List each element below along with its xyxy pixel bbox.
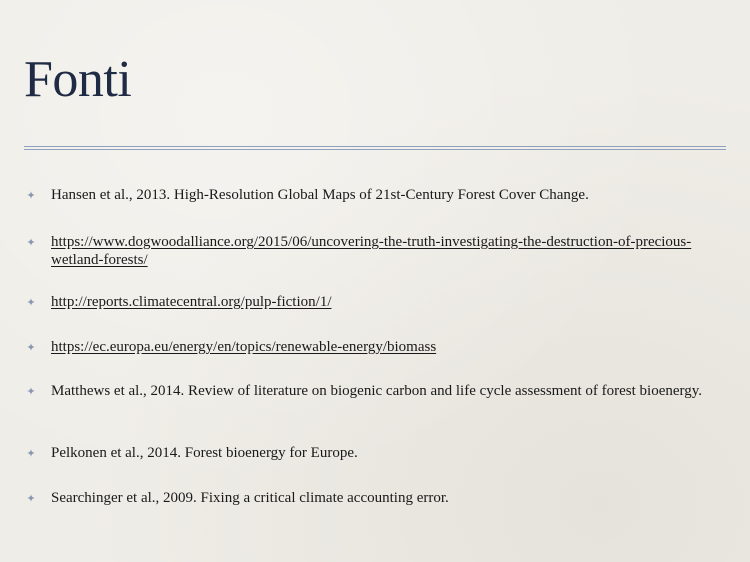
bullet-icon: ✦ — [26, 492, 36, 505]
bullet-icon: ✦ — [26, 189, 36, 202]
list-item — [24, 233, 714, 269]
slide-title: Fonti — [24, 51, 132, 108]
bullet-icon: ✦ — [26, 236, 36, 249]
source-link[interactable]: https://www.dogwoodalliance.org/2015/06/uncovering-the-truth-investigating-the-destruction-of-precious-wetland-forests/ — [51, 234, 692, 268]
list-item — [24, 186, 714, 204]
bullet-icon: ✦ — [26, 447, 36, 460]
source-text: Pelkonen et al., 2014. Forest bioenergy for Europe. — [51, 445, 358, 461]
list-item — [24, 489, 714, 507]
bullet-icon: ✦ — [26, 296, 36, 309]
source-text: Matthews et al., 2014. Review of literature on biogenic carbon and life cycle assessment of forest bioenergy. — [51, 383, 703, 399]
list-item — [24, 382, 714, 400]
list-item — [24, 293, 714, 311]
list-item — [24, 338, 714, 356]
bullet-icon: ✦ — [26, 341, 36, 354]
list-item — [24, 444, 714, 462]
source-text: Searchinger et al., 2009. Fixing a critical climate accounting error. — [51, 490, 449, 506]
source-link[interactable]: http://reports.climatecentral.org/pulp-fiction/1/ — [51, 294, 332, 310]
source-text: Hansen et al., 2013. High-Resolution Global Maps of 21st-Century Forest Cover Change. — [51, 187, 589, 203]
source-link[interactable]: https://ec.europa.eu/energy/en/topics/renewable-energy/biomass — [51, 339, 437, 355]
title-divider — [24, 146, 726, 150]
bullet-icon: ✦ — [26, 385, 36, 398]
